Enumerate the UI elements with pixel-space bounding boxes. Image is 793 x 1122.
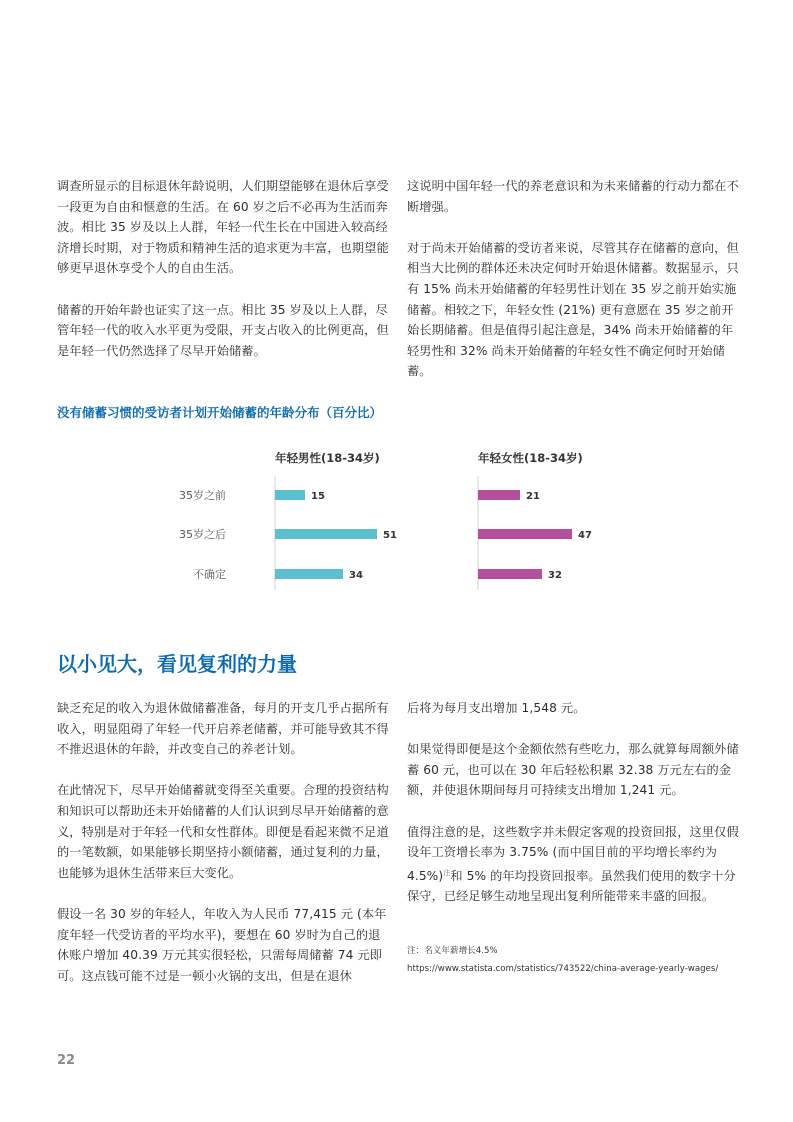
paragraph: [407, 822, 740, 907]
paragraph-text: 值得注意的是，这些数字并未假定客观的投资回报，这里仅假设年工资增长率为 3.75% (而中国目前的平均增长率约为 4.5%): [407, 824, 739, 883]
paragraph: 如果觉得即便是这个金额依然有些吃力，那么就算每周额外储蓄 60 元，也可以在 30 年后轻松积累 32.38 万元左右的金额，并使退休期间每月可持续支出增加 1,241 元。: [407, 742, 739, 798]
body-left-column: [57, 698, 390, 986]
paragraph: 后将为每月支出增加 1,548 元。: [407, 701, 586, 715]
paragraph: 这说明中国年轻一代的养老意识和为未来储蓄的行动力都在不断增强。: [407, 179, 739, 214]
data-label: 21: [526, 491, 540, 502]
paragraph: 缺乏充足的收入为退休做储蓄准备，每月的开支几乎占据所有收入，明显阻碍了年轻一代开启养老储蓄，并可能导致其不得不推迟退休的年龄，并改变自己的养老计划。: [57, 701, 389, 757]
intro-right-column: [407, 176, 740, 382]
paragraph: 在此情况下，尽早开始储蓄就变得至关重要。合理的投资结构和知识可以帮助还未开始储蓄的人们认识到尽早开始储蓄的意义，特别是对于年轻一代和女性群体。即便是看起来微不足道的一笔数额，如果能够长期坚持小额储蓄，通过复利的力量，也能够为退休生活带来巨大变化。: [57, 783, 389, 880]
category-label: 不确定: [193, 568, 226, 581]
bar: [478, 569, 542, 579]
page-number: 22: [57, 1053, 76, 1068]
paragraph: 对于尚未开始储蓄的受访者来说，尽管其存在储蓄的意向，但相当大比例的群体还未决定何时开始退休储蓄。数据显示，只有 15% 尚未开始储蓄的年轻男性计划在 35 岁之前开始实施储蓄。相较之下，年轻女性 (21%) 更有意愿在 35 岁之前开始长期储蓄。但是值得引起注意是，34% 尚未开始储蓄的年轻男性和 32% 尚未开始储蓄的年轻女性不确定何时开始储蓄。: [407, 240, 739, 379]
paragraph-text: 和 5% 的年均投资回报率。虽然我们使用的数字十分保守，已经足够生动地呈现出复利所能带来丰盛的回报。: [407, 868, 736, 904]
footnote-marker: 注: [443, 868, 451, 877]
series-label: 年轻男性(18-34岁): [275, 451, 380, 465]
data-label: 32: [548, 570, 562, 581]
data-label: 47: [578, 530, 592, 541]
bar: [478, 529, 572, 539]
category-label: 35岁之前: [179, 489, 226, 502]
data-label: 34: [349, 570, 363, 581]
paragraph: 假设一名 30 岁的年轻人，年收入为人民币 77,415 元 (本年度年轻一代受访者的平均水平)，要想在 60 岁时为自己的退休账户增加 40.39 万元其实很轻松，只需每周储蓄 74 元即可。这点钱可能不过是一顿小火锅的支出，但是在退休: [57, 906, 387, 983]
footnote-link[interactable]: https://www.statista.com/statistics/743522/china-average-yearly-wages/: [407, 964, 719, 974]
age-distribution-chart: [0, 440, 793, 600]
section-title: 以小见大，看见复利的力量: [57, 652, 297, 676]
series-label: 年轻女性(18-34岁): [478, 451, 583, 465]
category-label: 35岁之后: [179, 528, 226, 541]
data-label: 51: [383, 530, 397, 541]
footnote-note: 注：名义年薪增长4.5%: [407, 946, 498, 956]
paragraph: 调查所显示的目标退休年龄说明，人们期望能够在退休后享受一段更为自由和惬意的生活。在 60 岁之后不必再为生活而奔波。相比 35 岁及以上人群，年轻一代生长在中国进入较高经济增长时期，对于物质和精神生活的追求更为丰富，也期望能够更早退休享受个人的自由生活。: [57, 179, 389, 276]
data-label: 15: [311, 491, 325, 502]
paragraph: 储蓄的开始年龄也证实了这一点。相比 35 岁及以上人群，尽管年轻一代的收入水平更为受限，开支占收入的比例更高，但是年轻一代仍然选择了尽早开始储蓄。: [57, 302, 389, 358]
chart-title: 没有储蓄习惯的受访者计划开始储蓄的年龄分布（百分比）: [57, 405, 383, 420]
bar: [478, 490, 520, 500]
bar: [275, 529, 377, 539]
intro-left-column: [57, 176, 390, 361]
footnote: [407, 942, 718, 978]
bar: [275, 490, 305, 500]
body-right-column: [407, 698, 740, 907]
bar: [275, 569, 343, 579]
